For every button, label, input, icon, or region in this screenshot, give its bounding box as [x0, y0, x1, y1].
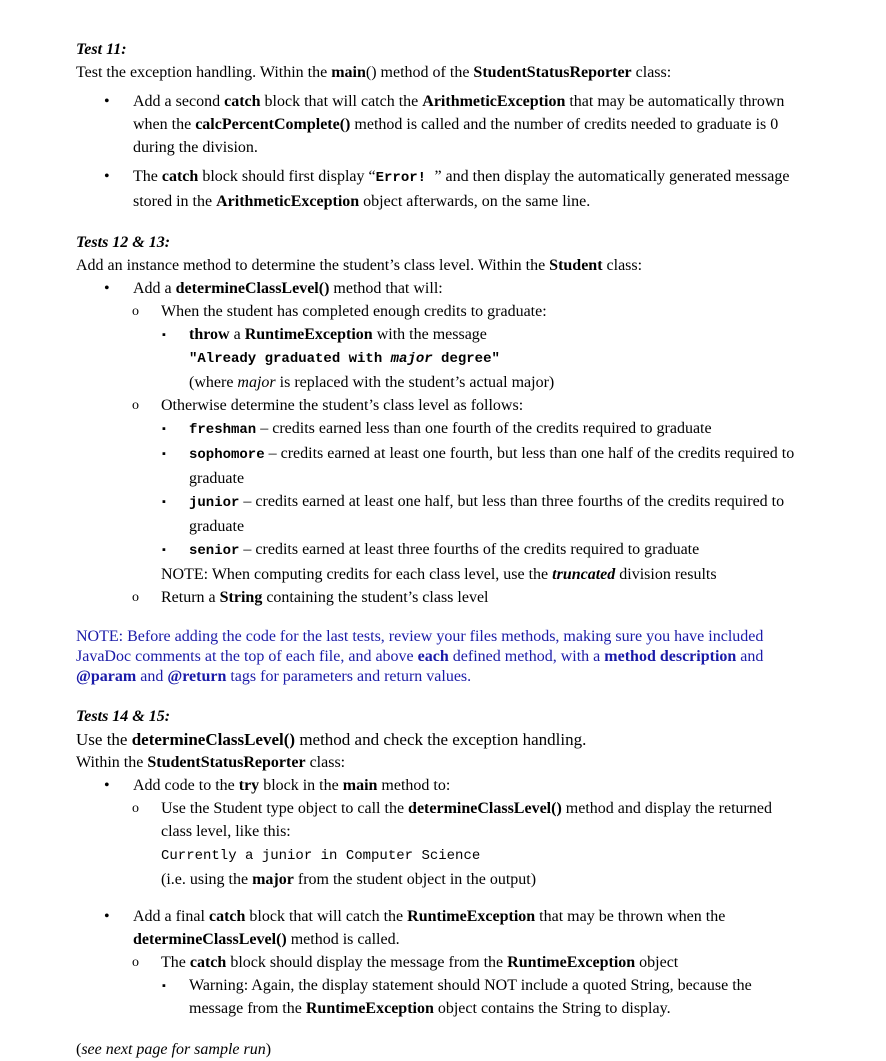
sample-output-note: (i.e. using the major from the student object in the output) — [161, 871, 537, 888]
truncation-note: NOTE: When computing credits for each class level, use the truncated division results — [161, 566, 717, 583]
exception-message-note: (where major is replaced with the student’s actual major) — [189, 374, 555, 391]
class-level-sophomore: ▪ sophomore – credits earned at least one fourth, but less than one half of the credits required to graduate — [162, 445, 795, 487]
test-11-intro: Test the exception handling. Within the main() method of the StudentStatusReporter class: — [76, 64, 672, 81]
bullet-disc-icon: • — [104, 280, 110, 297]
bullet-square-icon: ▪ — [162, 544, 166, 556]
test-14-intro-1: Use the determineClassLevel() method and check the exception handling. — [76, 730, 587, 749]
test-12-heading: Tests 12 & 13: — [76, 234, 171, 251]
class-level-senior: ▪ senior – credits earned at least three fourths of the credits required to graduate — [76, 538, 806, 563]
test-14-sub-1: o Use the Student type object to call the determineClassLevel() method and display the returned class level, like this: — [76, 797, 806, 843]
test-14-heading: Tests 14 & 15: — [76, 708, 171, 725]
test-14-bullet-2: • Add a final catch block that will catch the RuntimeException that may be thrown when the determineClassLevel() method is called. — [76, 905, 806, 951]
bullet-circle-icon: o — [132, 955, 139, 970]
document-page — [76, 38, 806, 1061]
class-level-junior: ▪ junior – credits earned at least one half, but less than three fourths of the credits required to graduate — [162, 493, 785, 535]
bullet-square-icon: ▪ — [162, 980, 166, 992]
exception-message-code: "Already graduated with major degree" — [189, 351, 500, 367]
test-12-intro: Add an instance method to determine the student’s class level. Within the Student class: — [76, 257, 643, 274]
test-14-intro-2: Within the StudentStatusReporter class: — [76, 754, 346, 771]
test-12-sub-1: o When the student has completed enough credits to graduate: — [76, 300, 806, 323]
bullet-circle-icon: o — [132, 590, 139, 605]
bullet-circle-icon: o — [132, 398, 139, 413]
test-14-bullet-1: • Add code to the try block in the main method to: — [76, 774, 806, 797]
test-12-bullet-1: • Add a determineClassLevel() method that will: — [76, 277, 806, 300]
sample-output-code: Currently a junior in Computer Science — [161, 848, 481, 864]
bullet-square-icon: ▪ — [162, 329, 166, 341]
test-12-sub-3: o Return a String containing the student’s class level — [76, 586, 806, 609]
test-11-heading: Test 11: — [76, 41, 127, 58]
bullet-circle-icon: o — [132, 304, 139, 319]
test-12-sub-2: o Otherwise determine the student’s class level as follows: — [76, 394, 806, 417]
bullet-disc-icon: • — [104, 93, 110, 110]
test-11-bullet-1: • Add a second catch block that will catch the ArithmeticException that may be automatically thrown when the calcPercentComplete() method is called and the number of credits needed to graduate is 0 during the division. — [76, 90, 806, 159]
test-14-warning: ▪ Warning: Again, the display statement should NOT include a quoted String, because the message from the RuntimeException object contains the String to display. — [162, 977, 752, 1017]
bullet-disc-icon: • — [104, 908, 110, 925]
test-12-throw-item: ▪ throw a RuntimeException with the message — [76, 323, 806, 346]
class-level-freshman: ▪ freshman – credits earned less than one fourth of the credits required to graduate — [76, 417, 806, 442]
bullet-square-icon: ▪ — [162, 448, 166, 460]
javadoc-note: NOTE: Before adding the code for the last tests, review your files methods, making sure you have included JavaDoc comments at the top of each file, and above each defined method, with a method description and @param and @return tags for parameters and return values. — [76, 628, 764, 685]
bullet-disc-icon: • — [104, 168, 110, 185]
bullet-square-icon: ▪ — [162, 423, 166, 435]
bullet-disc-icon: • — [104, 777, 110, 794]
footer-note: (see next page for sample run) — [76, 1041, 272, 1058]
test-11-bullet-2: • The catch block should first display “Error! ” and then display the automatically generated message stored in the ArithmeticException object afterwards, on the same line. — [76, 165, 806, 213]
bullet-circle-icon: o — [132, 801, 139, 816]
test-14-sub-2: o The catch block should display the message from the RuntimeException object — [76, 951, 806, 974]
bullet-square-icon: ▪ — [162, 496, 166, 508]
